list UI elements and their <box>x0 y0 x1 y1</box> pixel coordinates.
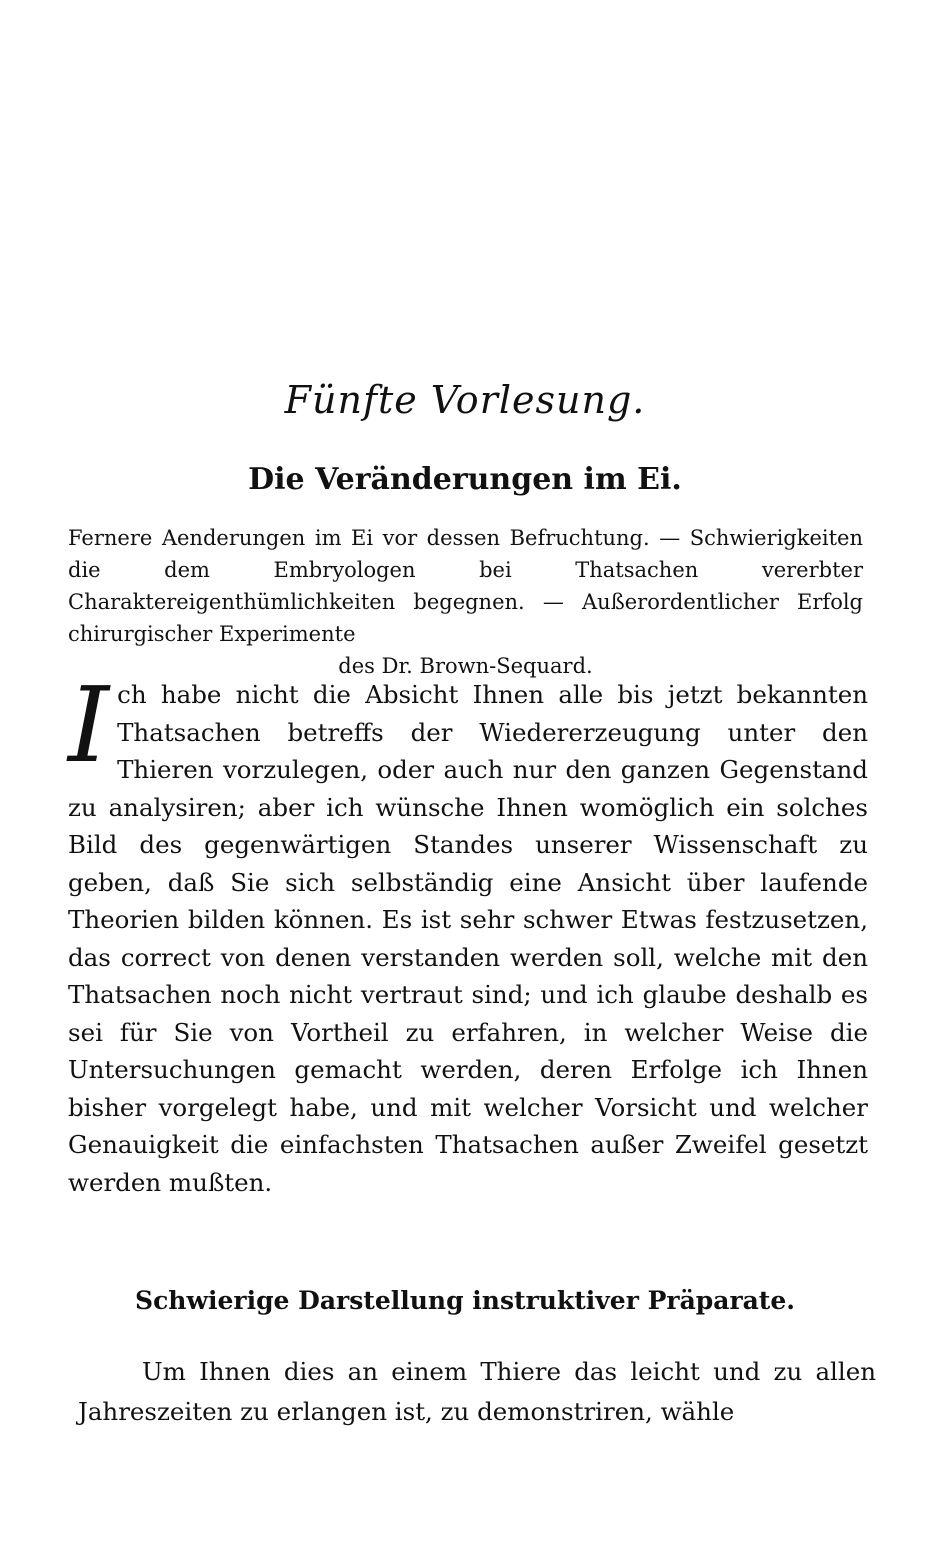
chapter-title: Die Veränderungen im Ei. <box>248 462 682 497</box>
chapter-summary <box>68 522 863 682</box>
section-heading: Schwierige Darstellung instruktiver Präparate. <box>135 1286 795 1315</box>
paragraph-1-text: ch habe nicht die Absicht Ihnen alle bis jetzt bekannten Thatsachen betreffs der Wiedererzeugung unter den Thieren vorzulegen, oder auch nur den ganzen Gegenstand zu analysiren; aber ich wünsche Ihnen womöglich ein solches Bild des gegenwärtigen Standes unserer Wissenschaft zu geben, daß Sie sich selbständig eine Ansicht über laufende Theorien bilden können. Es ist sehr schwer Etwas festzusetzen, das correct von denen verstanden werden soll, welche mit den Thatsachen noch nicht vertraut sind; und ich glaube deshalb es sei für Sie von Vortheil zu erfahren, in welcher Weise die Untersuchungen gemacht werden, deren Erfolge ich Ihnen bisher vorgelegt habe, und mit welcher Vorsicht und welcher Genauigkeit die einfachsten Thatsachen außer Zweifel gesetzt werden mußten. <box>68 680 868 1197</box>
lecture-title: Fünfte Vorlesung. <box>284 378 646 422</box>
summary-last-line: des Dr. Brown-Sequard. <box>338 654 593 678</box>
drop-cap-initial: I <box>68 664 110 786</box>
paragraph-2: Um Ihnen dies an einem Thiere das leicht und zu allen Jahreszeiten zu erlangen ist, zu demonstriren, wähle <box>78 1357 876 1426</box>
summary-text: Fernere Aenderungen im Ei vor dessen Befruchtung. — Schwierigkeiten die dem Embryologen bei Thatsachen vererbter Charaktereigenthümlichkeiten begegnen. — Außerordentlicher Erfolg chirurgischer Experimente <box>68 526 863 646</box>
